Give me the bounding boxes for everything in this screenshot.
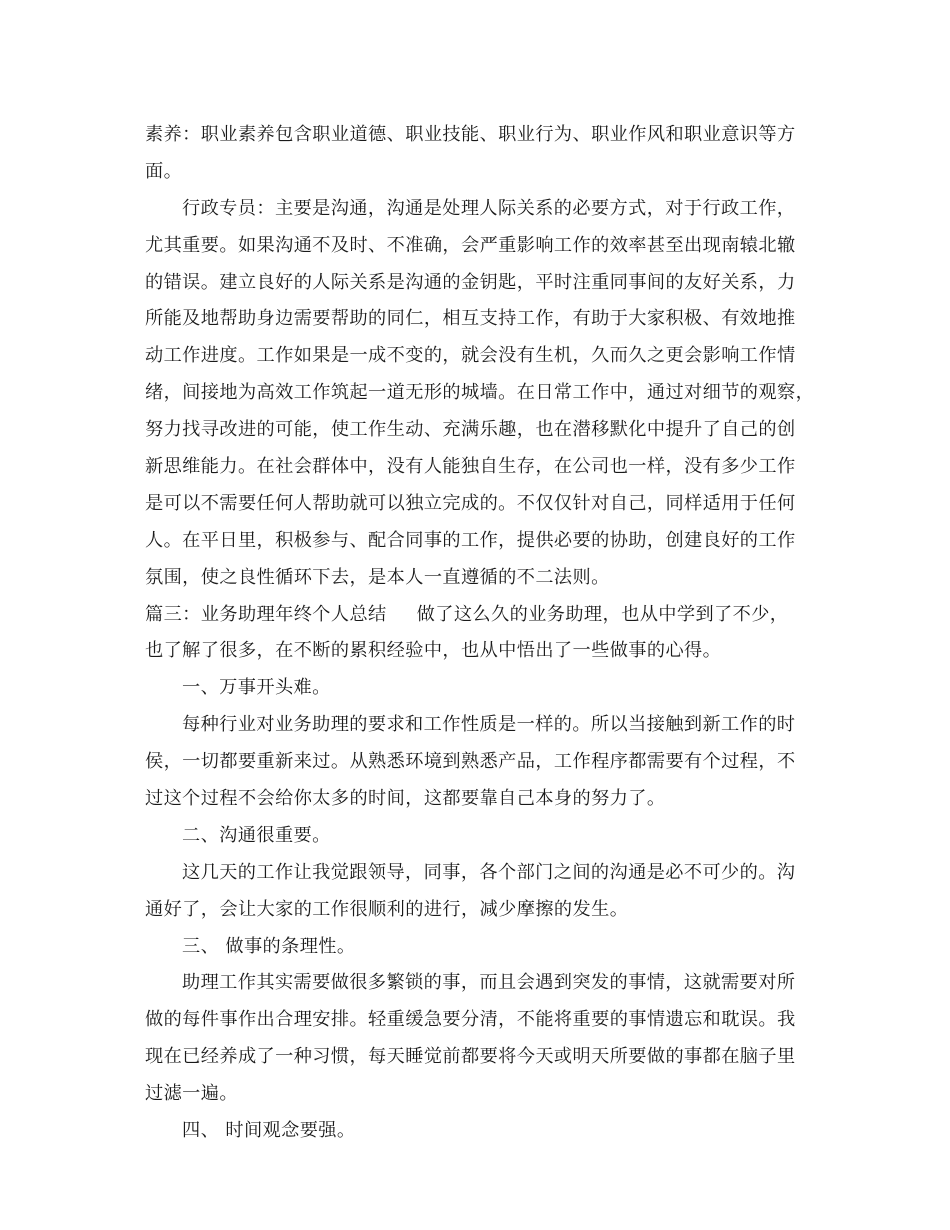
text-line: 是可以不需要任何人帮助就可以独立完成的。不仅仅针对自己，同样适用于任何 (145, 492, 796, 514)
text-line: 面。 (145, 160, 183, 182)
text-line: 过滤一遍。 (145, 1083, 238, 1105)
subheading: 一、万事开头难。 (182, 677, 331, 699)
text-line: 绪，间接地为高效工作筑起一道无形的城墙。在日常工作中，通过对细节的观察， (145, 382, 815, 404)
text-line: 尤其重要。如果沟通不及时、不准确，会严重影响工作的效率甚至出现南辕北辙 (145, 234, 796, 256)
section-intro: 做了这么久的业务助理，也从中学到了不少， (416, 603, 789, 625)
document-body (145, 117, 815, 1150)
text-line: 所能及地帮助身边需要帮助的同仁，相互支持工作，有助于大家积极、有效地推 (145, 308, 796, 330)
text-line: 助理工作其实需要做很多繁锁的事，而且会遇到突发的事情，这就需要对所 (182, 972, 796, 994)
text-line: 人。在平日里，积极参与、配合同事的工作，提供必要的协助，创建良好的工作 (145, 529, 796, 551)
text-line: 新思维能力。在社会群体中，没有人能独自生存，在公司也一样，没有多少工作 (145, 456, 796, 478)
text-line: 现在已经养成了一种习惯，每天睡觉前都要将今天或明天所要做的事都在脑子里 (145, 1046, 796, 1068)
text-line: 通好了，会让大家的工作很顺利的进行，减少摩擦的发生。 (145, 898, 629, 920)
text-line: 每种行业对业务助理的要求和工作性质是一样的。所以当接触到新工作的时 (182, 714, 796, 736)
text-line: 也了解了很多，在不断的累积经验中，也从中悟出了一些做事的心得。 (145, 640, 722, 662)
section-title: 篇三：业务助理年终个人总结 (145, 603, 387, 625)
subheading: 四、 时间观念要强。 (182, 1120, 356, 1142)
text-line: 的错误。建立良好的人际关系是沟通的金钥匙，平时注重同事间的友好关系，力 (145, 271, 796, 293)
text-line: 这几天的工作让我觉跟领导，同事，各个部门之间的沟通是必不可少的。沟 (182, 861, 796, 883)
text-line: 做的每件事作出合理安排。轻重缓急要分清，不能将重要的事情遗忘和耽误。我 (145, 1009, 796, 1031)
text-line: 行政专员：主要是沟通，沟通是处理人际关系的必要方式，对于行政工作， (182, 197, 796, 219)
subheading: 二、沟通很重要。 (182, 824, 331, 846)
text-line: 侯，一切都要重新来过。从熟悉环境到熟悉产品，工作程序都需要有个过程，不 (145, 751, 796, 773)
text-line: 努力找寻改进的可能，使工作生动、充满乐趣，也在潜移默化中提升了自己的创 (145, 419, 796, 441)
section-heading-line (145, 597, 805, 634)
text-line: 过这个过程不会给你太多的时间，这都要靠自己本身的努力了。 (145, 788, 666, 810)
text-line: 氛围，使之良性循环下去，是本人一直遵循的不二法则。 (145, 566, 610, 588)
subheading: 三、 做事的条理性。 (182, 935, 356, 957)
text-line: 动工作进度。工作如果是一成不变的，就会没有生机，久而久之更会影响工作情 (145, 345, 796, 367)
text-line: 素养：职业素养包含职业道德、职业技能、职业行为、职业作风和职业意识等方 (145, 124, 796, 145)
